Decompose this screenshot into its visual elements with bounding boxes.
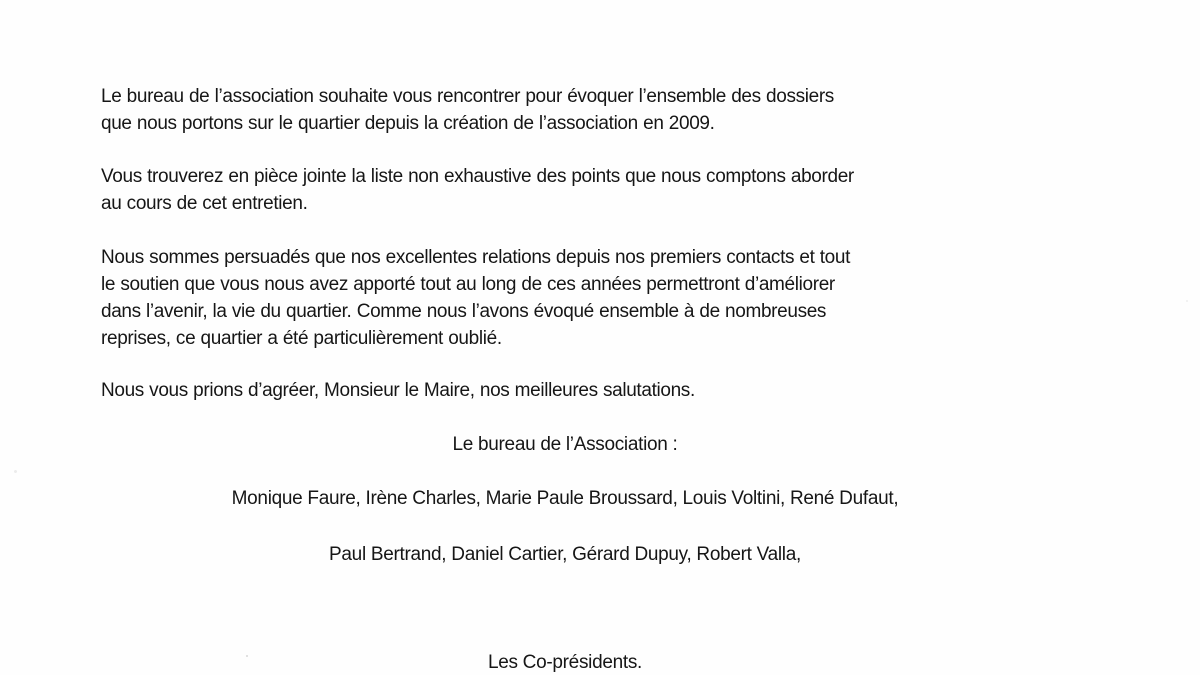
signature-members-line-1: Monique Faure, Irène Charles, Marie Paule Broussard, Louis Voltini, René Dufaut, (231, 488, 899, 509)
text-line: au cours de cet entretien. (101, 193, 308, 214)
signature-closing: Les Co-présidents. (487, 652, 643, 673)
text-line: reprises, ce quartier a été particulièrement oublié. (101, 328, 502, 349)
text-line: Le bureau de l’association souhaite vous rencontrer pour évoquer l’ensemble des dossiers (101, 86, 834, 107)
text-line: Vous trouverez en pièce jointe la liste non exhaustive des points que nous comptons aborder (101, 166, 854, 187)
text-line: dans l’avenir, la vie du quartier. Comme nous l’avons évoqué ensemble à de nombreuses (101, 301, 827, 322)
text-line: Nous vous prions d’agréer, Monsieur le Maire, nos meilleures salutations. (101, 380, 695, 401)
text-line: Nous sommes persuadés que nos excellentes relations depuis nos premiers contacts et tout (101, 247, 851, 268)
signature-members-line-2: Paul Bertrand, Daniel Cartier, Gérard Dupuy, Robert Valla, (329, 544, 801, 565)
text-line: que nous portons sur le quartier depuis la création de l’association en 2009. (101, 113, 715, 134)
signature-heading: Le bureau de l’Association : (452, 434, 678, 455)
scan-speck (14, 470, 17, 473)
paragraph-meeting-request (101, 83, 1061, 137)
text-line: le soutien que vous nous avez apporté tout au long de ces années permettront d’améliorer (101, 274, 835, 295)
scan-speck (246, 655, 248, 657)
paragraph-attachment-note (101, 163, 1061, 217)
scan-speck (1186, 300, 1188, 302)
paragraph-relations (101, 244, 1061, 352)
paragraph-salutation (101, 377, 1061, 404)
